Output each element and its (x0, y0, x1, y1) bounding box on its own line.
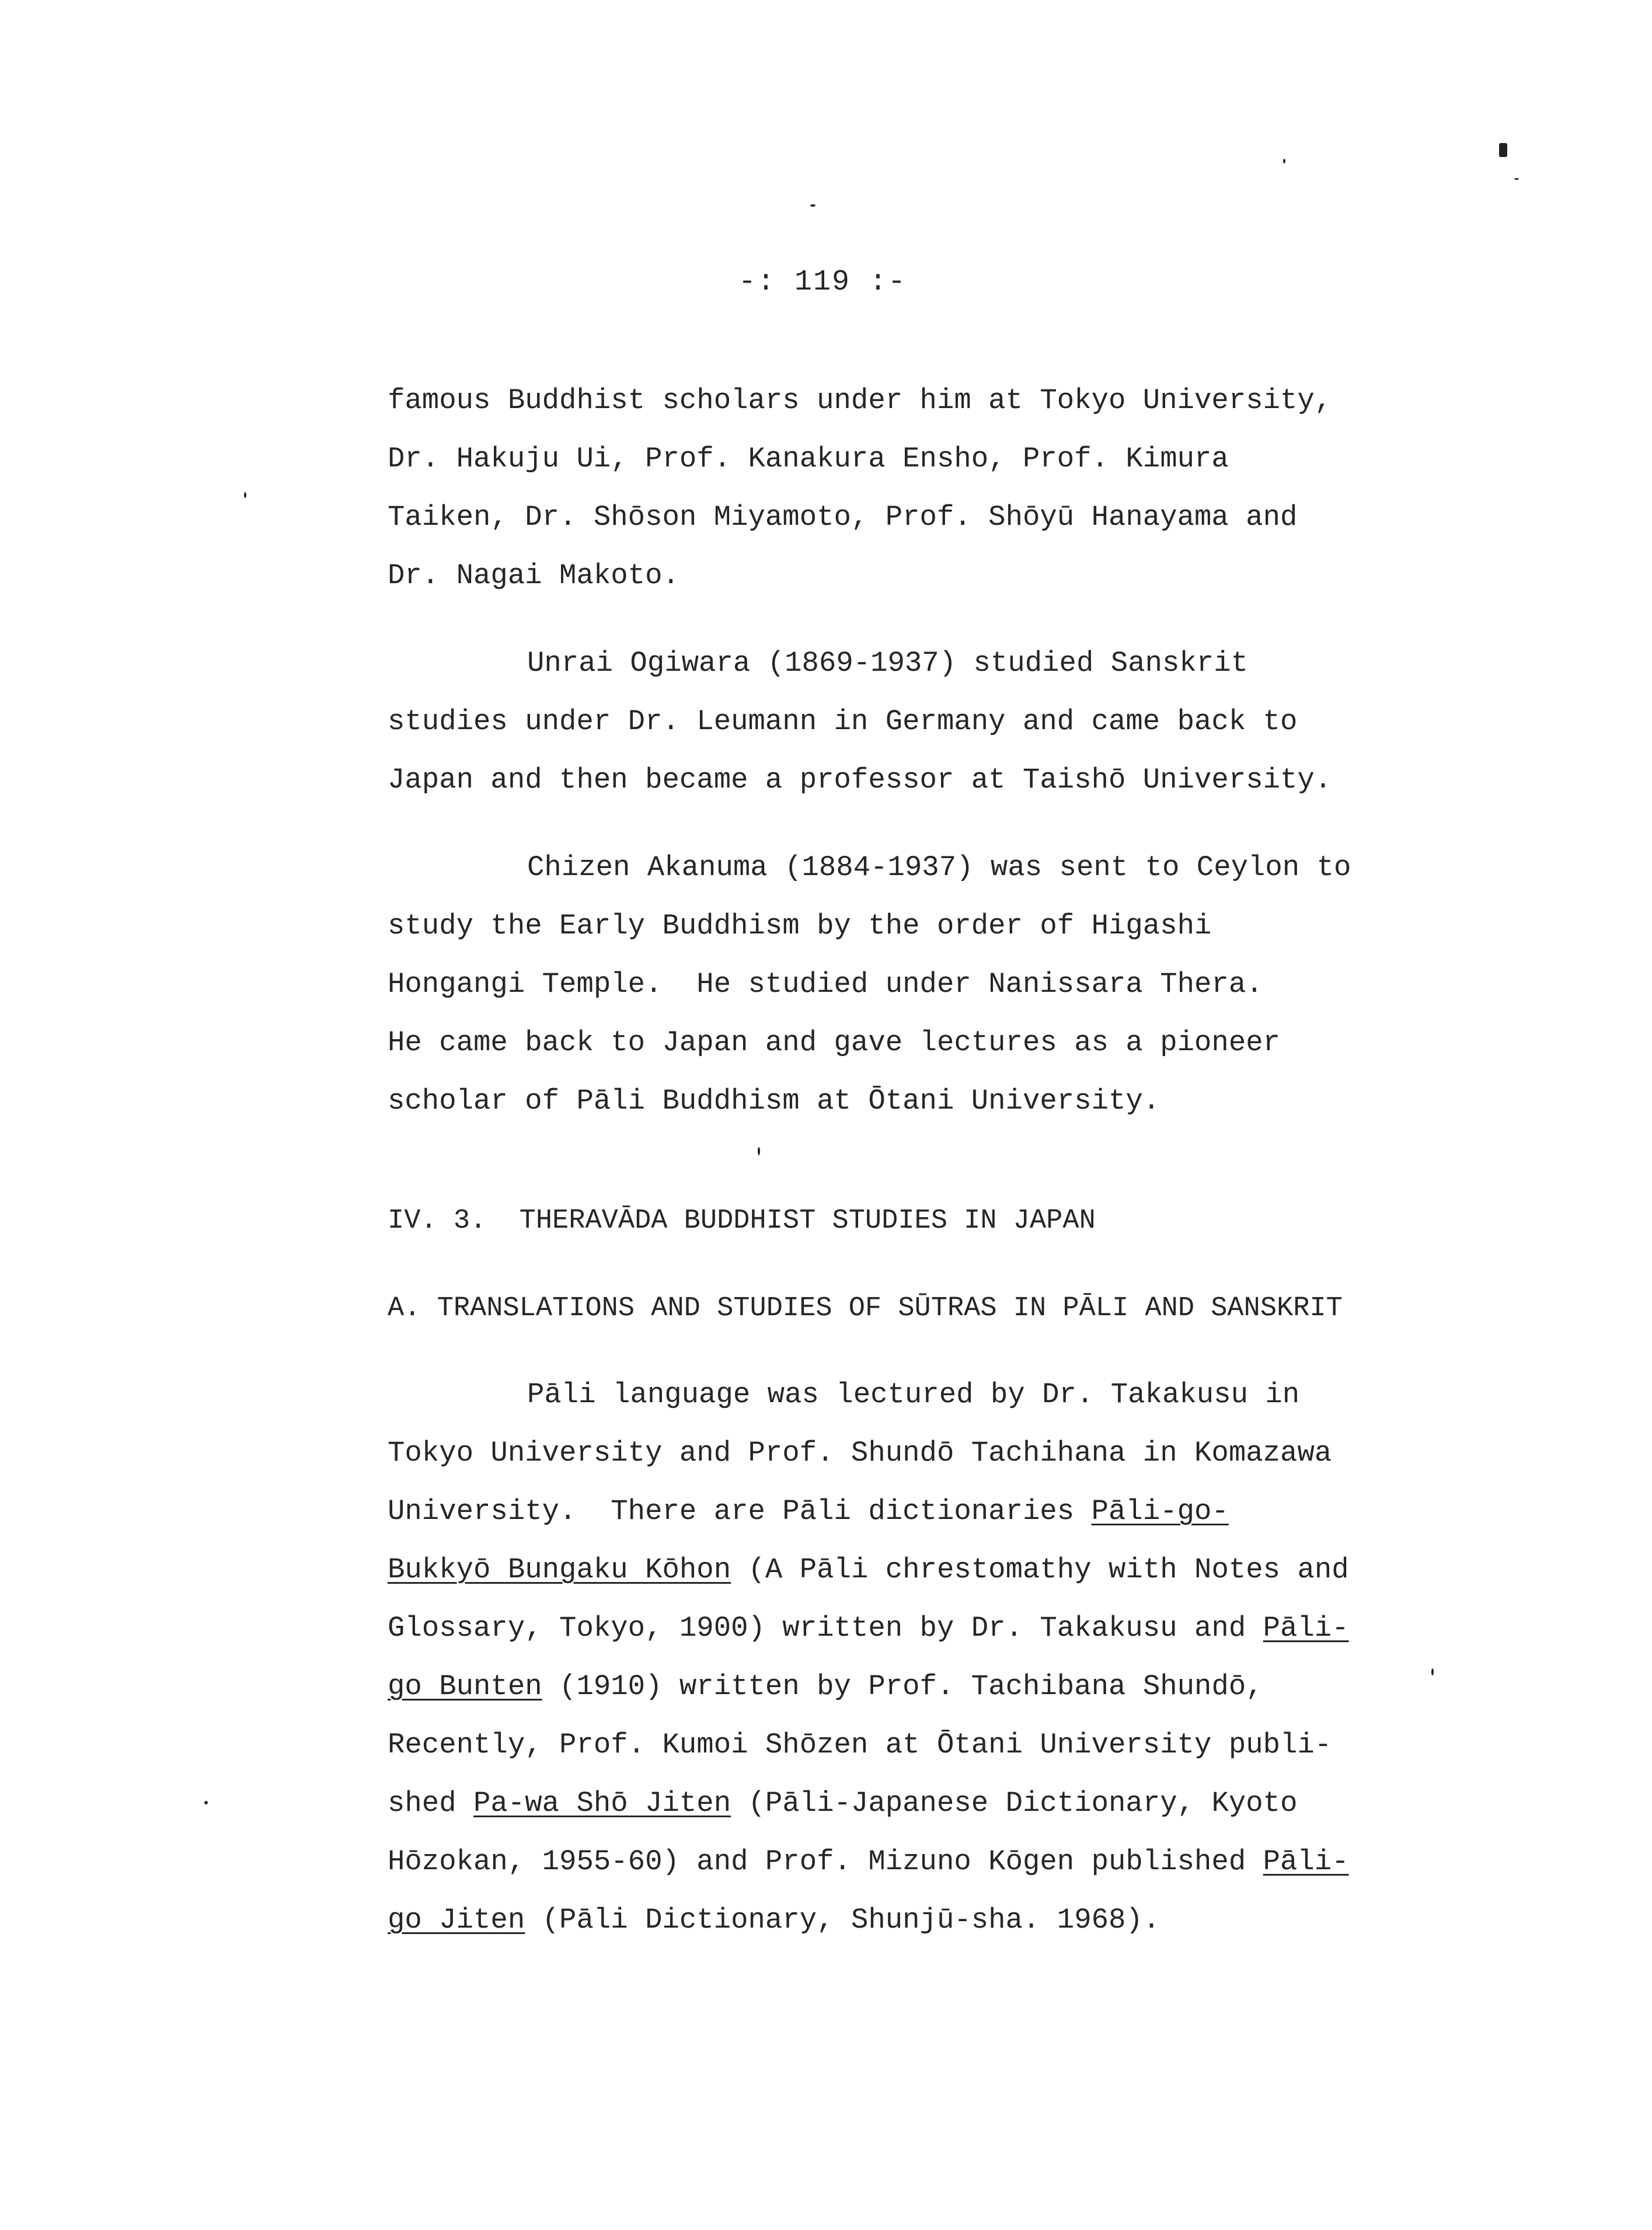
paragraph-start: Unrai Ogiwara (1869-1937) studied Sanskrit (527, 647, 1249, 680)
text-line: Tokyo University and Prof. Shundō Tachihana in Komazawa (388, 1437, 1332, 1469)
section-heading: IV. 3. THERAVĀDA BUDDHIST STUDIES IN JAPAN (388, 1205, 1096, 1236)
text-line: Recently, Prof. Kumoi Shōzen at Ōtani University publi- (388, 1729, 1332, 1761)
scan-speck (204, 1801, 208, 1804)
text-segment: Hōzokan, 1955-60) and Prof. Mizuno Kōgen published (388, 1845, 1263, 1878)
text-line (388, 1553, 1349, 1586)
text-line (388, 1845, 1349, 1878)
scan-speck (758, 1147, 760, 1155)
text-line: Japan and then became a professor at Taishō University. (388, 764, 1332, 796)
scan-speck (1283, 159, 1285, 163)
text-segment: University. There are Pāli dictionaries (388, 1495, 1092, 1528)
text-line: study the Early Buddhism by the order of Higashi (388, 910, 1212, 942)
scan-speck (244, 492, 246, 498)
text-line: scholar of Pāli Buddhism at Ōtani University. (388, 1085, 1160, 1117)
text-line (388, 1672, 1263, 1701)
text-line: famous Buddhist scholars under him at Tokyo University, (388, 384, 1332, 417)
text-segment: (A Pāli chrestomathy with Notes and (731, 1553, 1349, 1586)
text-line (388, 1497, 1229, 1526)
text-line: Hongangi Temple. He studied under Nanissara Thera. (388, 968, 1263, 1001)
scan-speck (810, 204, 815, 207)
book-title: Pa-wa Shō Jiten (473, 1787, 731, 1820)
paragraph-start: Pāli language was lectured by Dr. Takakusu in (527, 1378, 1300, 1411)
text-segment: Glossary, Tokyo, 1900) written by Dr. Takakusu and (388, 1612, 1263, 1644)
text-line: Dr. Nagai Makoto. (388, 559, 679, 592)
book-title: Pāli- (1263, 1845, 1349, 1878)
text-line: studies under Dr. Leumann in Germany and came back to (388, 705, 1298, 738)
paragraph-start: Chizen Akanuma (1884-1937) was sent to Ceylon to (527, 851, 1351, 884)
text-line: Taiken, Dr. Shōson Miyamoto, Prof. Shōyū Hanayama and (388, 501, 1298, 534)
scan-speck (1499, 143, 1507, 157)
text-segment: (1910) written by Prof. Tachibana Shundō, (542, 1670, 1263, 1703)
text-line (388, 1789, 1297, 1818)
book-title: go Bunten (388, 1670, 542, 1703)
book-title: Pāli- (1263, 1612, 1349, 1644)
book-title: go Jiten (388, 1904, 525, 1936)
scan-speck (1431, 1668, 1434, 1675)
book-title: Pāli-go- (1091, 1495, 1229, 1528)
text-line: He came back to Japan and gave lectures as a pioneer (388, 1026, 1281, 1059)
text-line: Dr. Hakuju Ui, Prof. Kanakura Ensho, Prof. Kimura (388, 442, 1229, 475)
text-segment: (Pāli-Japanese Dictionary, Kyoto (731, 1787, 1298, 1820)
subsection-heading: A. TRANSLATIONS AND STUDIES OF SŪTRAS IN PĀLI AND SANSKRIT (388, 1293, 1343, 1324)
text-segment: (Pāli Dictionary, Shunjū-sha. 1968). (525, 1904, 1160, 1936)
text-line (388, 1906, 1160, 1935)
text-segment: shed (388, 1787, 474, 1820)
page-number: -: 119 :- (738, 266, 907, 299)
scan-speck (1514, 178, 1519, 180)
book-title: Bukkyō Bungaku Kōhon (388, 1553, 731, 1586)
text-line (388, 1614, 1349, 1643)
